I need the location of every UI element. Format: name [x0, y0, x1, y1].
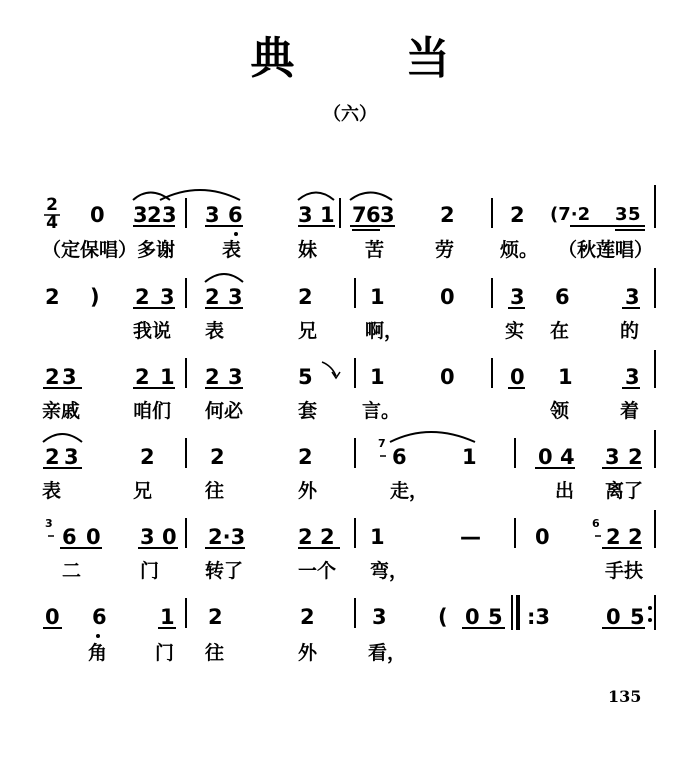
note: 2 [510, 203, 525, 227]
note: 4 [560, 445, 575, 469]
note: 0 [90, 203, 105, 227]
note: 2 [45, 365, 60, 389]
note: — [460, 525, 481, 549]
note: 3 [298, 203, 313, 227]
note: 7 [352, 203, 367, 227]
section-number: （六） [323, 104, 377, 125]
note: 0 [45, 605, 60, 629]
note: 6 [228, 203, 243, 227]
note: 2 [205, 285, 220, 309]
slur [350, 193, 392, 201]
note: 2 [208, 605, 223, 629]
lyric: 烦。 [500, 239, 539, 261]
lyric: 表 [205, 320, 225, 342]
note: 3 [372, 605, 387, 629]
note: 2 [440, 203, 455, 227]
note: 3 [228, 365, 243, 389]
lyric: 弯， [370, 560, 409, 582]
lyric: 妹 [298, 239, 318, 261]
slur [43, 434, 82, 442]
lyric: 兄 [298, 320, 318, 342]
lyric: 往 [205, 642, 225, 664]
note: 1 [558, 365, 573, 389]
page-number: 135 [608, 687, 642, 706]
note: 0 [465, 605, 480, 629]
note: 2 [300, 605, 315, 629]
note: 2 [210, 445, 225, 469]
lyric: 二 [62, 560, 82, 582]
octave-dot [234, 232, 238, 236]
time-signature: 2 4 [46, 195, 58, 233]
grace-note: 6 [592, 517, 600, 530]
note: 1 [370, 285, 385, 309]
note: 2 [298, 285, 313, 309]
lyric: 着 [620, 400, 640, 422]
lyric: 手扶 [605, 560, 644, 582]
note: 3 [615, 204, 628, 225]
lyric: 出 [555, 480, 575, 502]
note: 2 [606, 525, 621, 549]
note: 5 [630, 605, 645, 629]
grace-note: 3 [45, 517, 53, 530]
slur [298, 193, 334, 201]
lyric: 劳 [435, 239, 455, 261]
lyric: 苦 [365, 239, 385, 261]
page-title: 典 当 [250, 33, 498, 84]
note: 6 [392, 445, 407, 469]
lyric: 言。 [362, 400, 401, 422]
note: 5 [298, 365, 313, 389]
note: 0 [86, 525, 101, 549]
note: 5 [628, 204, 641, 225]
note: 3 [625, 285, 640, 309]
note: 1 [160, 605, 175, 629]
note: 5 [488, 605, 503, 629]
note: 3 [133, 203, 148, 227]
note: 2 [135, 365, 150, 389]
note: 0 [162, 525, 177, 549]
lyric: （秋莲唱） [558, 239, 654, 261]
note: 0 [440, 285, 455, 309]
note: 1 [320, 203, 335, 227]
note: 2 [628, 525, 643, 549]
note: 2·3 [208, 525, 246, 549]
slur [160, 190, 240, 200]
note: ) [90, 285, 100, 309]
note: ( [438, 605, 448, 629]
note: 6 [366, 203, 381, 227]
slur [390, 432, 475, 442]
note: 2 [45, 445, 60, 469]
lyric: 啊， [365, 320, 404, 342]
note: 0 [440, 365, 455, 389]
breath-mark [322, 362, 340, 378]
note: 1 [160, 365, 175, 389]
note: 2 [140, 445, 155, 469]
lyric: 外 [298, 642, 318, 664]
lyric: 实 [505, 320, 525, 342]
lyric: 走， [390, 480, 429, 502]
note: 1 [370, 525, 385, 549]
note: 6 [92, 605, 107, 629]
lyric: 在 [550, 320, 570, 342]
note: 2 [147, 203, 162, 227]
note: 2 [298, 445, 313, 469]
note: 3 [228, 285, 243, 309]
lyric: 门 [155, 642, 175, 664]
grace-note: 7 [378, 437, 386, 450]
note: 0 [606, 605, 621, 629]
note: 3 [510, 285, 525, 309]
note: 6 [555, 285, 570, 309]
slur [205, 274, 243, 282]
note: 3 [205, 203, 220, 227]
lyric: 何必 [205, 400, 244, 422]
note: 3 [380, 203, 395, 227]
note: 2 [45, 285, 60, 309]
note: 3 [160, 285, 175, 309]
lyric: （定保唱）多谢 [42, 239, 176, 261]
note: 3 [162, 203, 177, 227]
lyric: 往 [205, 480, 225, 502]
note: 2 [298, 525, 313, 549]
note: :3 [527, 605, 551, 629]
repeat-dot [648, 618, 652, 622]
note: 3 [64, 445, 79, 469]
note: 3 [605, 445, 620, 469]
lyric: 看， [368, 642, 407, 664]
lyric: 角 [88, 642, 108, 664]
note: 2 [205, 365, 220, 389]
note: 3 [140, 525, 155, 549]
lyric: 兄 [133, 480, 153, 502]
lyric: 表 [222, 239, 242, 261]
lyric: 一个 [298, 560, 337, 582]
lyric: 转了 [205, 560, 244, 582]
note: 0 [538, 445, 553, 469]
lyric: 的 [620, 320, 640, 342]
note: 2 [320, 525, 335, 549]
note: 3 [625, 365, 640, 389]
octave-dot [96, 634, 100, 638]
note: 1 [462, 445, 477, 469]
lyric: 门 [140, 560, 160, 582]
lyric: 外 [298, 480, 318, 502]
note: 3 [62, 365, 77, 389]
note: 2 [628, 445, 643, 469]
repeat-dot [648, 606, 652, 610]
note: (7·2 [550, 204, 591, 225]
note: 0 [535, 525, 550, 549]
lyric: 表 [42, 480, 62, 502]
lyric: 我说 [133, 320, 172, 342]
note: 6 [62, 525, 77, 549]
lyric: 离了 [605, 480, 644, 502]
note: 0 [510, 365, 525, 389]
lyric: 咱们 [133, 400, 172, 422]
lyric: 套 [298, 400, 318, 422]
note: 2 [135, 285, 150, 309]
lyric: 亲戚 [42, 400, 81, 422]
note: 1 [370, 365, 385, 389]
lyric: 领 [550, 400, 570, 422]
